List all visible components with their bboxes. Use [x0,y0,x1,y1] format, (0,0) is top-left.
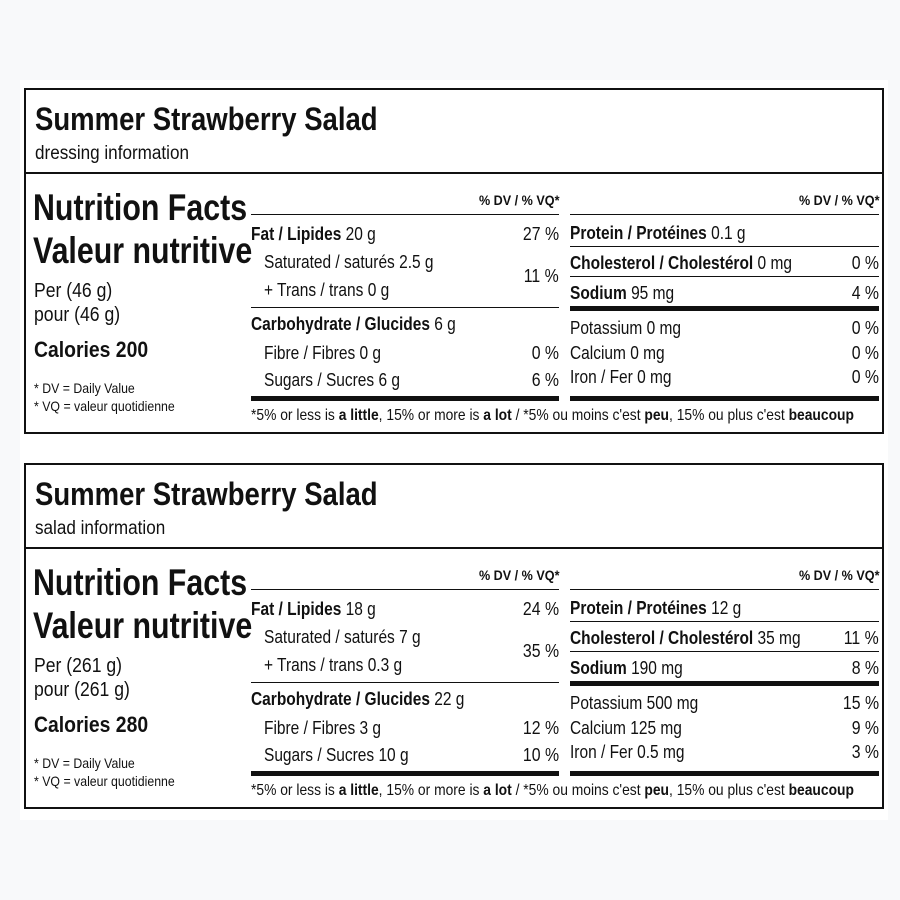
thick-rule [570,771,879,776]
sugars-amount: 6 g [378,370,400,390]
label-header [26,465,882,549]
sugars-amount: 10 g [378,745,409,765]
divider [570,589,879,590]
fat-amount: 18 g [345,599,376,619]
footnote-lot: a lot [483,407,512,424]
iron-label: Iron / Fer [570,367,633,387]
iron-dv: 3 % [851,742,879,762]
calories [34,712,148,738]
product-subtitle: salad information [35,518,166,539]
note-vq: * VQ = valeur quotidienne [34,773,175,789]
nutrient-row-sugars [251,745,559,767]
fat-label: Fat / Lipides [251,599,342,619]
thick-rule [251,771,559,776]
iron-amount: 0.5 mg [637,742,685,762]
calcium-dv: 9 % [851,718,879,738]
saturated-trans-dv: 11 % [524,266,559,286]
protein-amount: 12 g [711,598,742,618]
nutrient-row-iron [570,367,879,389]
protein-amount: 0.1 g [711,223,746,243]
nutrient-row-fibre [251,718,559,740]
saturated-amount: 7 g [399,627,421,647]
product-title: Summer Strawberry Salad [35,101,378,137]
carbohydrate-label: Carbohydrate / Glucides [251,314,430,334]
footnote-text: / *5% ou moins c'est [511,407,645,424]
heading-en: Nutrition Facts [33,187,248,228]
nutrient-row-iron [570,742,879,764]
saturated-label: Saturated / saturés [264,627,395,647]
fibre-dv: 0 % [531,343,559,363]
calories-label: Calories [34,712,111,737]
nutrient-row-potassium [570,693,879,715]
divider [570,621,879,622]
footnote-beaucoup: beaucoup [788,407,854,424]
saturated-trans-dv: 35 % [522,641,559,661]
iron-label: Iron / Fer [570,742,633,762]
footnote-lot: a lot [483,782,512,799]
nutrient-row-saturated [251,627,559,649]
dv-header: % DV / % VQ* [478,192,559,208]
nutrient-row-protein [570,598,879,620]
sodium-label: Sodium [570,283,627,303]
calories-value: 200 [115,337,149,362]
heading-fr: Valeur nutritive [33,230,253,271]
sugars-dv: 6 % [531,370,559,390]
fat-dv: 24 % [522,599,559,619]
calcium-amount: 125 mg [630,718,682,738]
nutrient-row-calcium [570,718,879,740]
potassium-amount: 0 mg [646,318,682,338]
sugars-label: Sugars / Sucres [264,370,375,390]
thick-rule [570,681,879,686]
footnote-peu: peu [644,782,669,799]
nutrient-row-sodium [570,658,879,680]
fat-dv: 27 % [522,224,559,244]
trans-label: + Trans / trans [264,655,364,675]
trans-label: + Trans / trans [264,280,364,300]
nutrient-row-sugars [251,370,559,392]
sugars-label: Sugars / Sucres [264,745,375,765]
nutrient-row-trans [251,655,559,677]
serving-size-fr: pour (261 g) [34,679,130,701]
product-title: Summer Strawberry Salad [35,476,378,512]
sugars-dv: 10 % [522,745,559,765]
nutrient-column-right [570,549,879,779]
fat-label: Fat / Lipides [251,224,342,244]
facts-summary [26,549,253,807]
heading-en: Nutrition Facts [33,562,248,603]
dv-header: % DV / % VQ* [798,567,879,583]
footnote-text: / *5% ou moins c'est [511,782,645,799]
potassium-label: Potassium [570,318,643,338]
footnote-text: *5% or less is [251,782,339,799]
footnote-little: a little [338,407,379,424]
nutrient-row-saturated [251,252,559,274]
nutrient-column-left [251,549,559,779]
cholesterol-label: Cholesterol / Cholestérol [570,253,754,273]
calories-label: Calories [34,337,111,362]
label-header [26,90,882,174]
divider [251,214,559,215]
thick-rule [570,396,879,401]
calories [34,337,148,363]
nutrient-row-fibre [251,343,559,365]
footnote-text: , 15% ou plus c'est [668,782,789,799]
thick-rule [570,306,879,311]
divider [570,246,879,247]
footnote-beaucoup: beaucoup [788,782,854,799]
calcium-label: Calcium [570,343,626,363]
carbohydrate-amount: 22 g [434,689,465,709]
potassium-dv: 0 % [851,318,879,338]
cholesterol-amount: 35 mg [757,628,801,648]
nutrient-row-carbohydrate [251,314,559,336]
divider [251,682,559,683]
cholesterol-amount: 0 mg [757,253,792,273]
nutrient-row-protein [570,223,879,245]
protein-label: Protein / Protéines [570,223,707,243]
divider [570,214,879,215]
sodium-dv: 8 % [851,658,879,678]
calcium-label: Calcium [570,718,626,738]
footnote-peu: peu [644,407,669,424]
dv-header: % DV / % VQ* [798,192,879,208]
footnote-text: , 15% or more is [378,407,484,424]
nutrient-row-carbohydrate [251,689,559,711]
serving-size-fr: pour (46 g) [34,304,121,326]
fat-amount: 20 g [345,224,376,244]
serving-size-en: Per (46 g) [34,280,113,302]
carbohydrate-label: Carbohydrate / Glucides [251,689,430,709]
saturated-label: Saturated / saturés [264,252,395,272]
iron-amount: 0 mg [637,367,672,387]
footnote [251,407,854,425]
divider [570,276,879,277]
nutrient-column-left [251,174,559,404]
nutrient-row-fat [251,224,559,246]
potassium-dv: 15 % [842,693,879,713]
cholesterol-label: Cholesterol / Cholestérol [570,628,754,648]
serving-size-en: Per (261 g) [34,655,123,677]
nutrient-row-fat [251,599,559,621]
calories-value: 280 [115,712,149,737]
trans-amount: 0 g [367,280,390,300]
nutrition-label-salad [24,463,884,809]
potassium-amount: 500 mg [646,693,699,713]
note-dv: * DV = Daily Value [34,755,135,771]
cholesterol-dv: 0 % [851,253,879,273]
fibre-label: Fibre / Fibres [264,343,356,363]
potassium-label: Potassium [570,693,643,713]
sodium-amount: 190 mg [631,658,683,678]
trans-amount: 0.3 g [367,655,403,675]
calcium-amount: 0 mg [630,343,665,363]
note-vq: * VQ = valeur quotidienne [34,398,175,414]
nutrient-row-calcium [570,343,879,365]
nutrition-label-dressing [24,88,884,434]
divider [570,651,879,652]
sodium-dv: 4 % [851,283,879,303]
sodium-amount: 95 mg [631,283,675,303]
divider [251,589,559,590]
heading-fr: Valeur nutritive [33,605,253,646]
nutrient-row-potassium [570,318,879,340]
iron-dv: 0 % [851,367,879,387]
product-subtitle: dressing information [35,143,189,164]
saturated-amount: 2.5 g [399,252,434,272]
fibre-amount: 3 g [359,718,382,738]
nutrient-row-sodium [570,283,879,305]
footnote [251,782,854,800]
footnote-little: a little [338,782,379,799]
fibre-label: Fibre / Fibres [264,718,356,738]
fibre-amount: 0 g [359,343,382,363]
divider [251,307,559,308]
footnote-text: , 15% or more is [378,782,484,799]
sodium-label: Sodium [570,658,627,678]
nutrient-column-right [570,174,879,404]
footnote-text: , 15% ou plus c'est [668,407,789,424]
facts-summary [26,174,253,432]
cholesterol-dv: 11 % [844,628,879,648]
note-dv: * DV = Daily Value [34,380,135,396]
footnote-text: *5% or less is [251,407,339,424]
nutrient-row-cholesterol [570,628,879,650]
protein-label: Protein / Protéines [570,598,707,618]
nutrient-row-trans [251,280,559,302]
thick-rule [251,396,559,401]
dv-header: % DV / % VQ* [478,567,559,583]
calcium-dv: 0 % [851,343,879,363]
fibre-dv: 12 % [522,718,559,738]
nutrient-row-cholesterol [570,253,879,275]
carbohydrate-amount: 6 g [434,314,456,334]
